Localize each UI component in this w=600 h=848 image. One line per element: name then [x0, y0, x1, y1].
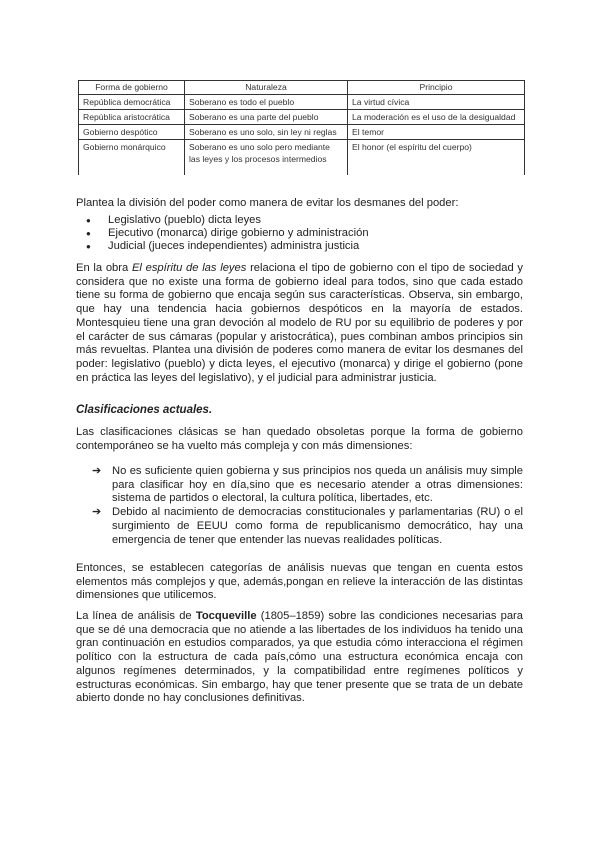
author-name: Tocqueville	[195, 610, 257, 622]
paragraph-montesquieu	[76, 262, 523, 385]
table-row	[79, 110, 525, 125]
table-row	[79, 95, 525, 110]
table-row	[79, 125, 525, 140]
header-cell: Naturaleza	[185, 81, 348, 95]
header-cell: Principio	[348, 81, 525, 95]
arrow-list	[76, 465, 523, 547]
cell: El temor	[348, 125, 525, 140]
cell: Soberano es todo el pueblo	[185, 95, 348, 110]
cell: El honor (el espíritu del cuerpo)	[348, 140, 525, 176]
text: relaciona el tipo de gobierno con el tipo de sociedad y considera que no existe una forma de gobierno ideal para todos, sino que cada estado tiene su forma de gobierno que encaja según sus características. Observa, sin embargo, que hay una tendencia hacia gobiernos despóticos en la mayoría de estados. Montesquieu tiene una gran devoción al modelo de RU por su equilibrio de poderes y por el carácter de sus cámaras (popular y aristocrática), pues combinan ambos principios sin más revueltas. Plantea una división de poderes como manera de evitar los desmanes del poder: legislativo (pueblo) y dicta leyes, el ejecutivo (monarca) y dirige el gobierno (pone en práctica las leyes del legislativo), y el judicial para administrar justicia.	[76, 262, 524, 384]
cell: Soberano es uno solo pero mediante las leyes y los procesos intermedios	[185, 140, 348, 176]
list-item: ● Legislativo (pueblo) dicta leyes	[76, 214, 369, 227]
cell: Soberano es una parte del pueblo	[185, 110, 348, 125]
text: En la obra	[76, 262, 132, 274]
list-item: ➔ No es suficiente quien gobierna y sus principios nos queda un análisis muy simple para clasificar hoy en día,sino que es necesario atender a otras dimensiones: sistema de partidos o electoral, la cultura política, libertades, etc.	[76, 465, 523, 506]
list-item: ● Ejecutivo (monarca) dirige gobierno y administración	[76, 227, 369, 240]
table-header	[79, 81, 525, 95]
paragraph-categories: Entonces, se establecen categorías de análisis nuevas que tengan en cuenta estos elementos más complejos y que, además,pongan en relieve la interacción de las distintas dimensiones que utilicemos.	[76, 562, 523, 602]
text: (1805–1859) sobre las condiciones necesarias para que se dé una democracia que no atiende a las libertades de los individuos ha tenido una gran continuación en estudios comparados, ya que estudia cómo interacciona el régimen político con la estructura de cada país,cómo una estructura económica encaja con algunos regímenes determinados, y la compatibilidad entre regímenes políticos y estructuras económicas. Sin embargo, hay que tener presente que se trata de un debate abierto donde no hay conclusiones definitivas.	[76, 610, 523, 705]
section-heading: Clasificaciones actuales.	[76, 404, 213, 416]
list-item: ● Judicial (jueces independientes) administra justicia	[76, 240, 369, 253]
cell: Gobierno despótico	[79, 125, 185, 140]
intro-paragraph: Plantea la división del poder como manera de evitar los desmanes del poder:	[76, 197, 459, 209]
list-item: ➔ Debido al nacimiento de democracias constitucionales y parlamentarias (RU) o el surgimiento de EEUU como forma de republicanismo democrático, hay una emergencia de tener que entender las nuevas realidades políticas.	[76, 506, 523, 547]
paragraph-classifications: Las clasificaciones clásicas se han quedado obsoletas porque la forma de gobierno contemporáneo se ha vuelto más compleja y con más dimensiones:	[76, 426, 523, 452]
text: La línea de análisis de	[76, 610, 196, 622]
book-title: El espíritu de las leyes	[131, 262, 247, 274]
government-forms-table	[78, 80, 525, 175]
cell: La virtud cívica	[348, 95, 525, 110]
cell: Soberano es uno solo, sin ley ni reglas	[185, 125, 348, 140]
bullet-list	[76, 214, 369, 254]
cell: Gobierno monárquico	[79, 140, 185, 176]
table-row	[79, 140, 525, 176]
cell: República democrática	[79, 95, 185, 110]
cell: La moderación es el uso de la desigualdad	[348, 110, 525, 125]
header-cell: Forma de gobierno	[79, 81, 185, 95]
paragraph-tocqueville	[76, 610, 523, 706]
cell: República aristocrática	[79, 110, 185, 125]
